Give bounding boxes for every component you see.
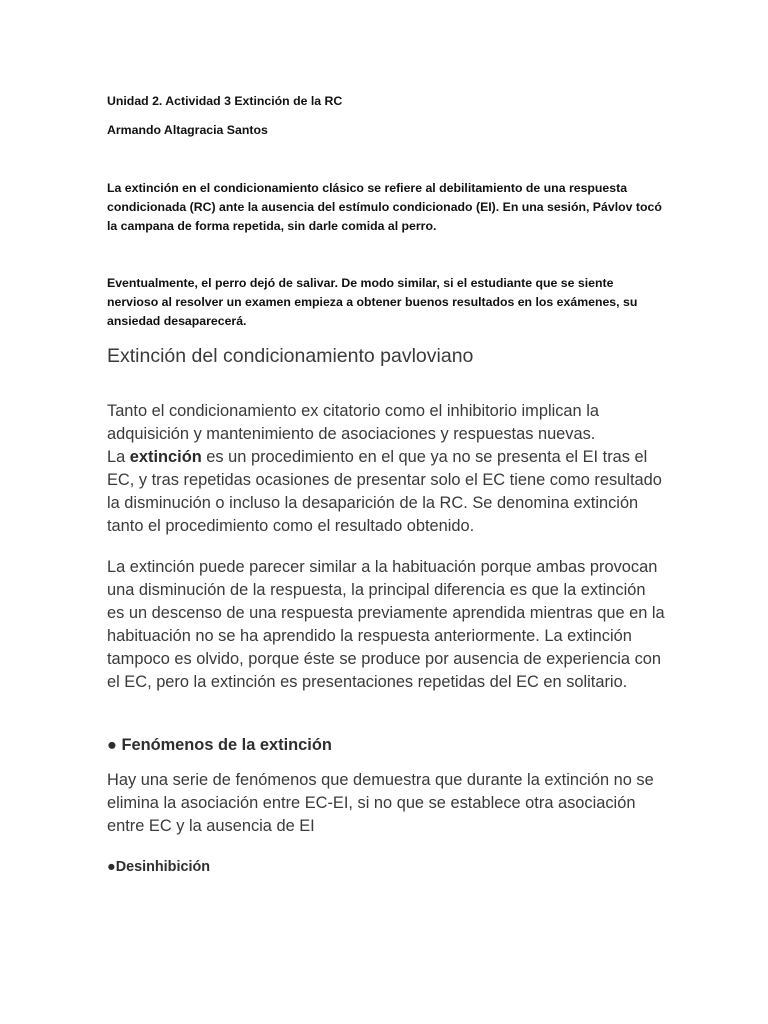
section-paragraph-1 (107, 400, 667, 538)
subheading-desinhibicion: ●Desinhibición (107, 859, 211, 875)
section-paragraph-2: La extinción puede parecer similar a la habituación porque ambas provocan una disminución de la respuesta, la principal diferencia es que la extinción es un descenso de una respuesta previamente aprendida mientras que en la habituación no se ha aprendido la respuesta anteriormente. La extinción tampoco es olvido, porque éste se produce por ausencia de experiencia con el EC, pero la extinción es presentaciones repetidas del EC en solitario. (107, 558, 665, 691)
intro-paragraph-2: Eventualmente, el perro dejó de salivar. De modo similar, si el estudiante que se siente nervioso al resolver un examen empieza a obtener buenos resultados en los exámenes, su ansiedad desaparecerá. (107, 276, 638, 328)
section-paragraph-3: Hay una serie de fenómenos que demuestra que durante la extinción no se elimina la asociación entre EC-EI, si no que se establece otra asociación entre EC y la ausencia de EI (107, 771, 654, 835)
section-heading: Extinción del condicionamiento pavloviano (107, 345, 474, 367)
paragraph-1-line-1: Tanto el condicionamiento ex citatorio como el inhibitorio implican la adquisición y mantenimiento de asociaciones y respuestas nuevas. (107, 402, 599, 443)
intro-paragraph-1: La extinción en el condicionamiento clásico se refiere al debilitamiento de una respuesta condicionada (RC) ante la ausencia del estímulo condicionado (EI). En una sesión, Pávlov tocó la campana de forma repetida, sin darle comida al perro. (107, 181, 662, 233)
paragraph-1-prefix: La (107, 448, 130, 466)
document-title: Unidad 2. Actividad 3 Extinción de la RC (107, 94, 343, 108)
author-name: Armando Altagracia Santos (107, 123, 268, 137)
extincion-bold-term: extinción (129, 448, 202, 466)
paragraph-1-rest: es un procedimiento en el que ya no se presenta el EI tras el EC, y tras repetidas ocasiones de presentar solo el EC tiene como resultado la disminución o incluso la desaparición de la RC. Se denomina extinción tanto el procedimiento como el resultado obtenido. (107, 448, 662, 535)
subheading-fenomenos: ● Fenómenos de la extinción (107, 736, 332, 754)
